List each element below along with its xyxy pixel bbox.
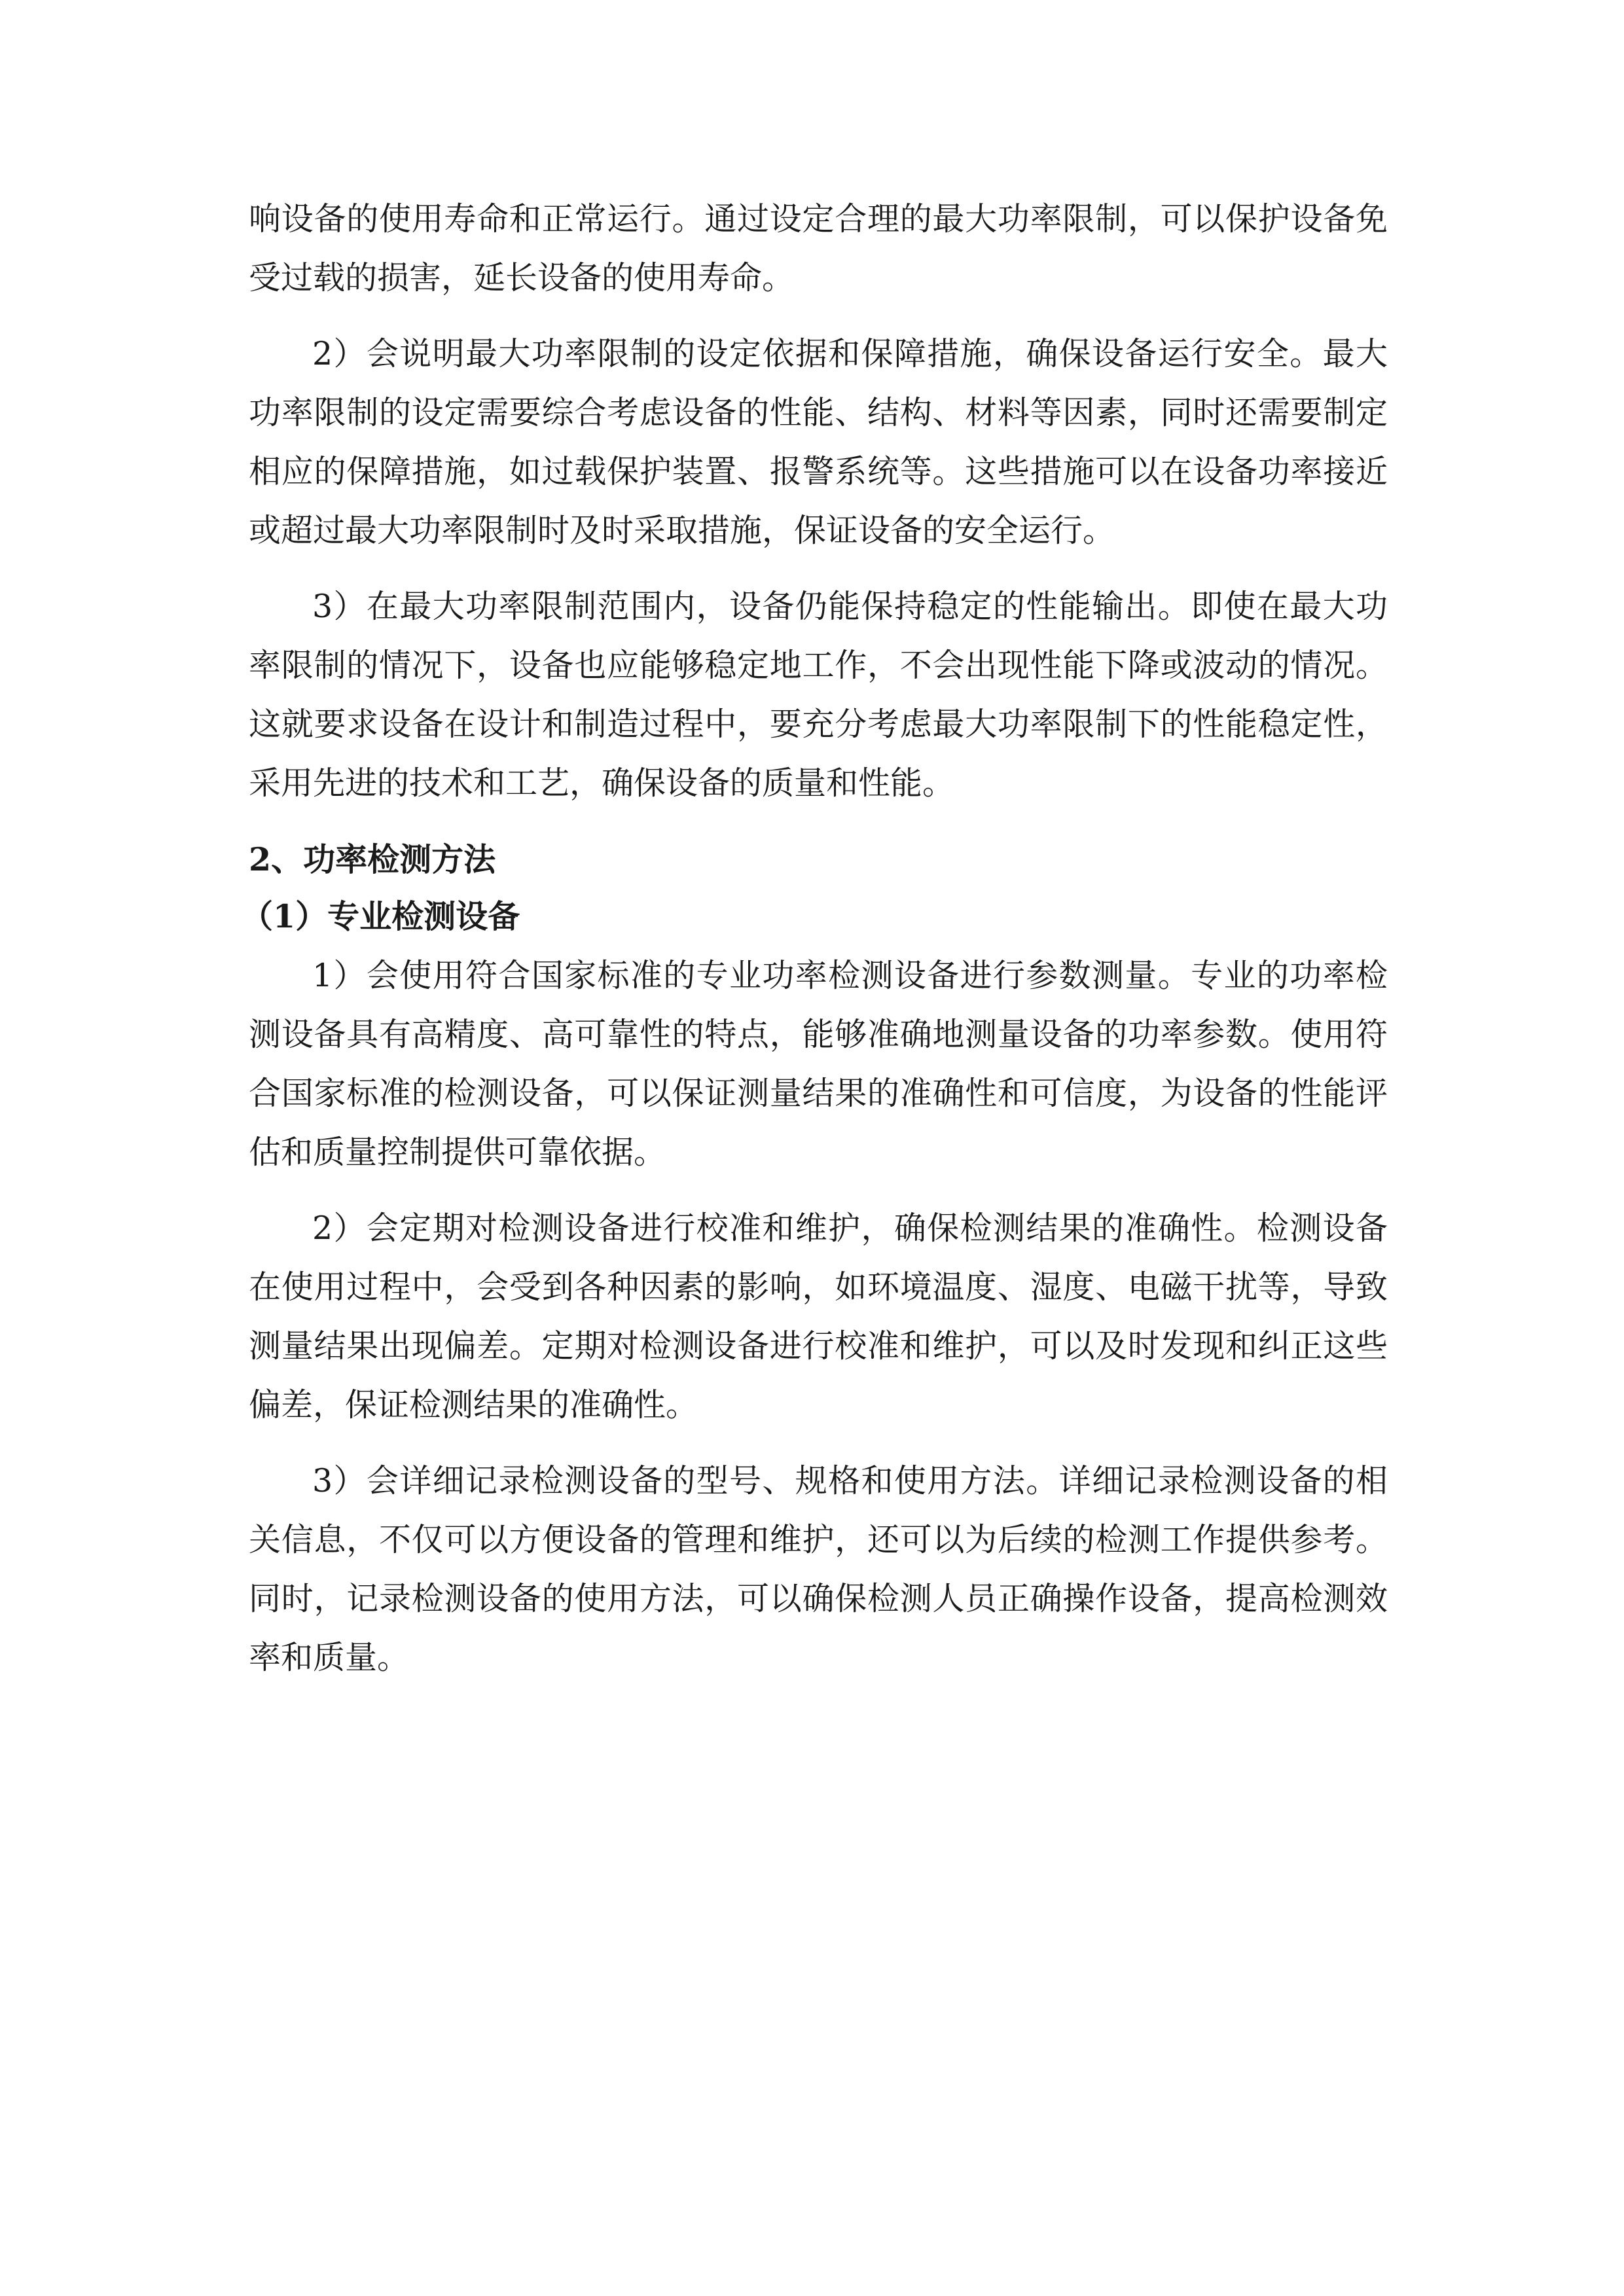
paragraph-max-power-limit-2: 2）会说明最大功率限制的设定依据和保障措施，确保设备运行安全。最大功率限制的设定需要综合考虑设备的性能、结构、材料等因素，同时还需要制定相应的保障措施，如过载保护装置、报警系统等。这些措施可以在设备功率接近或超过最大功率限制时及时采取措施，保证设备的安全运行。 (249, 335, 1388, 549)
paragraph-max-power-limit-3: 3）在最大功率限制范围内，设备仍能保持稳定的性能输出。即使在最大功率限制的情况下，设备也应能够稳定地工作，不会出现性能下降或波动的情况。这就要求设备在设计和制造过程中，要充分考虑最大功率限制下的性能稳定性，采用先进的技术和工艺，确保设备的质量和性能。 (249, 588, 1388, 802)
paragraph-continued: 响设备的使用寿命和正常运行。通过设定合理的最大功率限制，可以保护设备免受过载的损害，延长设备的使用寿命。 (249, 200, 1388, 296)
subsection-heading-professional-equipment: （1）专业检测设备 (241, 897, 520, 935)
paragraph-detection-3: 3）会详细记录检测设备的型号、规格和使用方法。详细记录检测设备的相关信息，不仅可以方便设备的管理和维护，还可以为后续的检测工作提供参考。同时，记录检测设备的使用方法，可以确保检测人员正确操作设备，提高检测效率和质量。 (249, 1462, 1388, 1676)
document-page (241, 190, 1388, 1687)
section-heading-power-detection: 2、功率检测方法 (249, 840, 496, 878)
paragraph-detection-2: 2）会定期对检测设备进行校准和维护，确保检测结果的准确性。检测设备在使用过程中，会受到各种因素的影响，如环境温度、湿度、电磁干扰等，导致测量结果出现偏差。定期对检测设备进行校准和维护，可以及时发现和纠正这些偏差，保证检测结果的准确性。 (249, 1210, 1388, 1424)
paragraph-detection-1: 1）会使用符合国家标准的专业功率检测设备进行参数测量。专业的功率检测设备具有高精度、高可靠性的特点，能够准确地测量设备的功率参数。使用符合国家标准的检测设备，可以保证测量结果的准确性和可信度，为设备的性能评估和质量控制提供可靠依据。 (249, 957, 1388, 1171)
